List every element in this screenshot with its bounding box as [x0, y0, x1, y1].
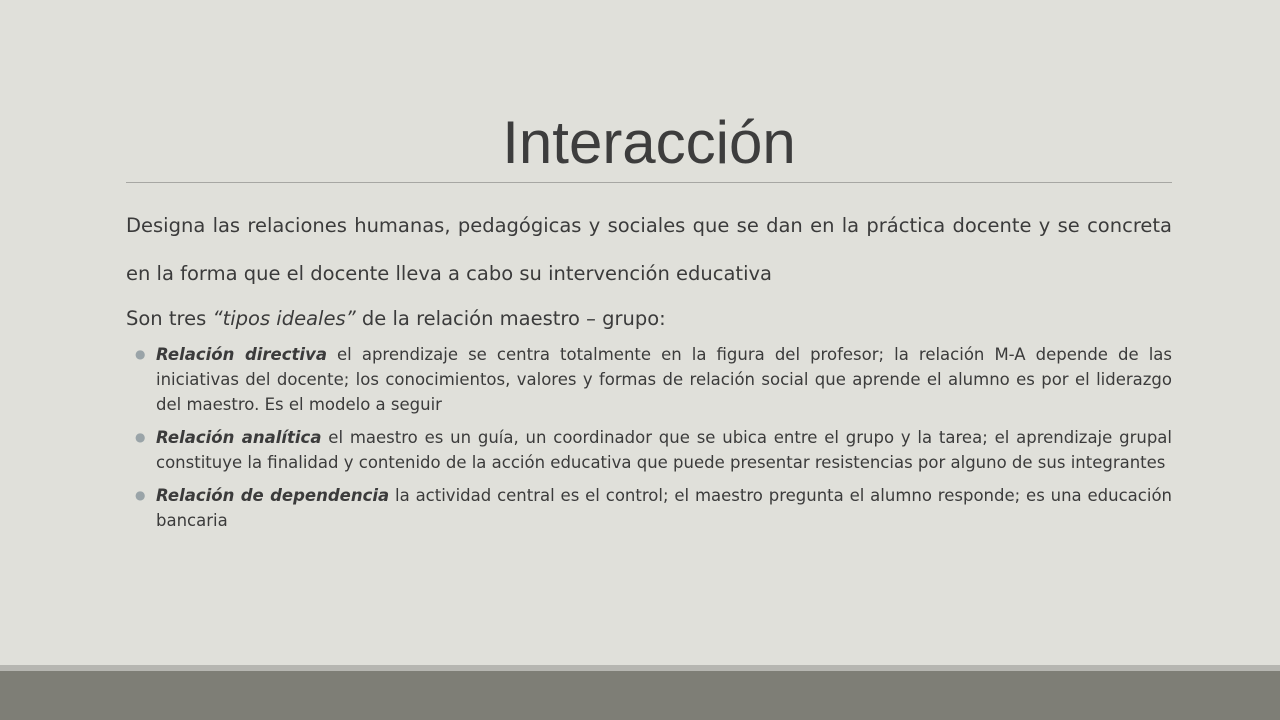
bullet-marker-icon: ● — [135, 347, 146, 361]
bullet-term: Relación de dependencia — [156, 486, 390, 505]
slide-title: Interacción — [502, 109, 796, 176]
footer-bar — [0, 671, 1280, 720]
bullet-text: la actividad central es el control; el maestro pregunta el alumno responde; es una educación bancaria — [156, 486, 1172, 530]
intro-text-after: de la relación maestro – grupo: — [355, 307, 666, 330]
bullet-list — [126, 342, 1172, 533]
bullet-item-dependencia — [126, 483, 1172, 533]
title-divider — [126, 182, 1172, 183]
bullet-marker-icon: ● — [135, 488, 146, 502]
lead-paragraph: Designa las relaciones humanas, pedagógicas y sociales que se dan en la práctica docente y se concreta en la forma que el docente lleva a cabo su intervención educativa — [126, 214, 1172, 285]
intro-emphasis: “tipos ideales” — [212, 307, 356, 330]
bullet-text: el maestro es un guía, un coordinador que se ubica entre el grupo y la tarea; el aprendizaje grupal constituye la finalidad y contenido de la acción educativa que puede presentar resistencias por alguno de sus integrantes — [156, 428, 1172, 472]
bullet-text: el aprendizaje se centra totalmente en la figura del profesor; la relación M-A depende de las iniciativas del docente; los conocimientos, valores y formas de relación social que aprende el alumno es por el liderazgo del maestro. Es el modelo a seguir — [156, 345, 1172, 414]
bullet-marker-icon: ● — [135, 430, 146, 444]
bullet-term: Relación directiva — [156, 345, 327, 364]
slide-content — [126, 202, 1172, 541]
bullet-item-analitica — [126, 425, 1172, 475]
intro-text-before: Son tres — [126, 307, 213, 330]
bullet-term: Relación analítica — [156, 428, 322, 447]
intro-line — [126, 304, 1172, 334]
bullet-item-directiva — [126, 342, 1172, 417]
